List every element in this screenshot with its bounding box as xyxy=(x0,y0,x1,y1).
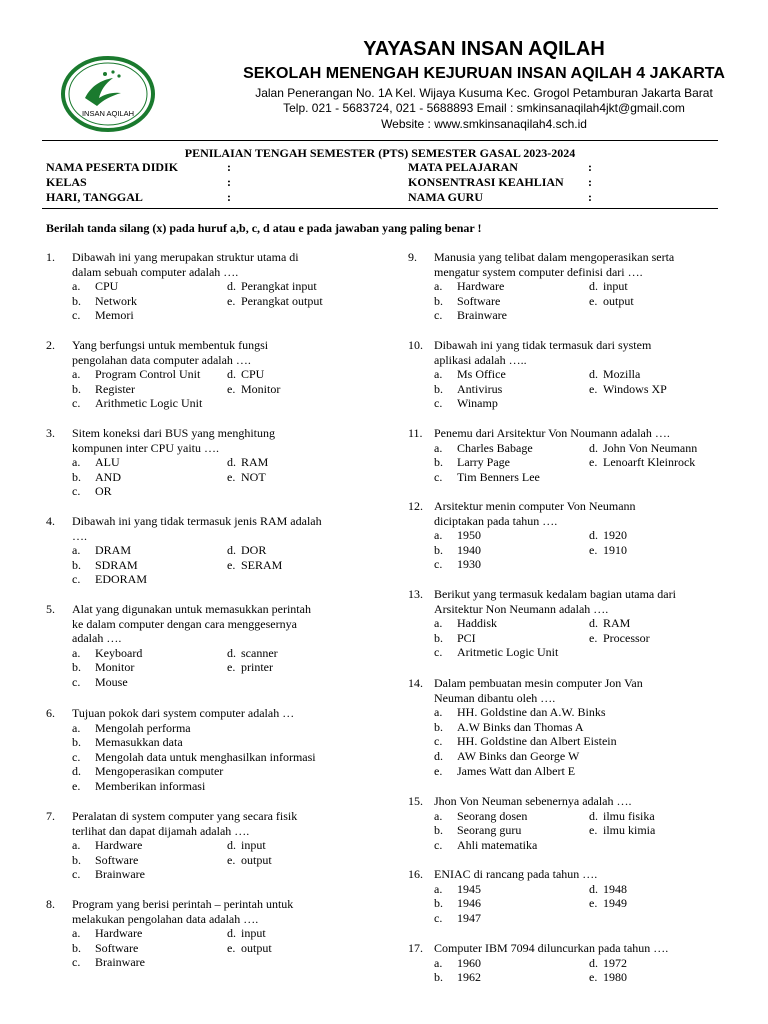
option-letter: a. xyxy=(72,926,81,941)
option-letter: c. xyxy=(434,734,443,749)
option-text: SERAM xyxy=(241,557,283,572)
option-letter: e. xyxy=(589,381,598,396)
option-letter: e. xyxy=(72,779,81,793)
option-letter: e. xyxy=(227,293,236,308)
question-text: Dibawah ini yang tidak termasuk jenis RAM adalah xyxy=(72,514,322,528)
foundation-name: YAYASAN INSAN AQILAH xyxy=(363,38,605,60)
header-divider xyxy=(42,140,718,141)
question-text: Dibawah ini yang merupakan struktur utama di xyxy=(72,250,299,264)
option-text: scanner xyxy=(241,645,278,660)
option-letter: d. xyxy=(227,455,236,470)
option-letter: d. xyxy=(589,881,598,896)
option-text: HH. Goldstine dan A.W. Binks xyxy=(457,705,606,720)
option-letter: b. xyxy=(72,852,81,867)
question-number: 2. xyxy=(46,338,55,352)
option-text: Lenoarft Kleinrock xyxy=(603,455,696,470)
question-text: Berikut yang termasuk kedalam bagian utama dari xyxy=(434,587,676,601)
info-label: MATA PELAJARAN xyxy=(408,160,518,174)
option-letter: e. xyxy=(227,381,236,396)
question-number: 11. xyxy=(408,426,423,440)
option-text: Ms Office xyxy=(457,367,506,382)
option-text: Brainware xyxy=(95,867,145,882)
option-letter: c. xyxy=(72,572,81,587)
option-letter: e. xyxy=(227,852,236,867)
option-letter: b. xyxy=(72,557,81,572)
option-letter: a. xyxy=(72,367,81,382)
option-text: Charles Babage xyxy=(457,440,533,455)
question-text: aplikasi adalah ….. xyxy=(434,352,527,367)
option-text: ilmu fisika xyxy=(603,808,655,823)
option-letter: a. xyxy=(72,720,81,735)
question-number: 4. xyxy=(46,514,55,528)
question-text: Sitem koneksi dari BUS yang menghitung xyxy=(72,426,275,440)
option-letter: b. xyxy=(434,896,443,911)
option-text: Mozilla xyxy=(603,367,641,382)
option-letter: b. xyxy=(72,381,81,396)
info-separator: : xyxy=(588,190,592,204)
option-text: DOR xyxy=(241,543,267,558)
option-text: Aritmetic Logic Unit xyxy=(457,645,559,660)
option-letter: e. xyxy=(227,469,236,484)
option-letter: c. xyxy=(434,645,443,660)
option-letter: e. xyxy=(227,660,236,675)
instructions: Berilah tanda silang (x) pada huruf a,b, c, d atau e pada jawaban yang paling benar ! xyxy=(46,221,482,235)
option-text: A.W Binks dan Thomas A xyxy=(457,719,584,734)
question-number: 12. xyxy=(408,499,423,513)
option-text: Program Control Unit xyxy=(95,367,201,382)
option-text: Network xyxy=(95,293,137,308)
option-letter: a. xyxy=(434,528,443,543)
info-separator: : xyxy=(588,175,592,189)
question-text: dalam sebuah computer adalah …. xyxy=(72,264,239,279)
option-text: Mengolah performa xyxy=(95,720,191,735)
question-text: pengolahan data computer adalah …. xyxy=(72,352,251,367)
option-text: Register xyxy=(95,381,135,396)
option-letter: a. xyxy=(434,955,443,970)
option-text: HH. Goldstine dan Albert Eistein xyxy=(457,734,617,749)
option-text: Processor xyxy=(603,630,650,645)
option-text: PCI xyxy=(457,630,476,645)
question-number: 13. xyxy=(408,587,423,601)
option-text: Hardware xyxy=(457,279,505,294)
option-text: Seorang guru xyxy=(457,823,522,838)
question-text: kompunen inter CPU yaitu …. xyxy=(72,440,219,455)
option-letter: a. xyxy=(72,838,81,853)
option-letter: b. xyxy=(434,381,443,396)
option-letter: a. xyxy=(72,279,81,294)
question-text: Manusia yang telibat dalam mengoperasikan serta xyxy=(434,250,675,264)
option-letter: b. xyxy=(434,542,443,557)
option-letter: d. xyxy=(589,616,598,631)
option-text: RAM xyxy=(241,455,269,470)
option-text: Hardware xyxy=(95,926,143,941)
option-letter: b. xyxy=(72,735,81,750)
option-letter: a. xyxy=(72,455,81,470)
option-letter: e. xyxy=(589,455,598,470)
info-separator: : xyxy=(227,175,231,189)
option-letter: a. xyxy=(434,705,443,720)
option-letter: e. xyxy=(227,557,236,572)
option-text: Mouse xyxy=(95,675,128,689)
option-letter: d. xyxy=(227,838,236,853)
option-letter: d. xyxy=(589,279,598,294)
letterhead xyxy=(0,0,768,140)
question-text: Computer IBM 7094 diluncurkan pada tahun …. xyxy=(434,941,669,955)
option-letter: a. xyxy=(434,881,443,896)
school-logo xyxy=(61,56,155,132)
option-letter: b. xyxy=(72,469,81,484)
option-letter: c. xyxy=(434,469,443,484)
question-text: Arsitektur Non Neumann adalah …. xyxy=(434,601,609,616)
option-letter: b. xyxy=(72,940,81,955)
option-text: AND xyxy=(95,469,121,484)
option-letter: c. xyxy=(72,867,81,882)
option-letter: a. xyxy=(434,367,443,382)
option-text: Brainware xyxy=(457,308,507,323)
question-text: ke dalam computer dengan cara menggesernya xyxy=(72,616,297,631)
question-text: Dibawah ini yang tidak termasuk dari system xyxy=(434,338,652,352)
question-number: 3. xyxy=(46,426,55,440)
option-letter: d. xyxy=(589,440,598,455)
option-text: AW Binks dan George W xyxy=(457,749,580,763)
question-number: 5. xyxy=(46,602,55,616)
exam-title: PENILAIAN TENGAH SEMESTER (PTS) SEMESTER GASAL 2023-2024 xyxy=(184,146,576,160)
option-text: output xyxy=(241,852,272,867)
option-text: 1950 xyxy=(457,528,481,543)
option-letter: d. xyxy=(589,367,598,382)
question-text: Dalam pembuatan mesin computer Jon Van xyxy=(434,676,643,690)
option-text: Memasukkan data xyxy=(95,735,183,750)
question-text: melakukan pengolahan data adalah …. xyxy=(72,911,259,926)
option-text: 1930 xyxy=(457,557,481,572)
question-text: Tujuan pokok dari system computer adalah … xyxy=(72,706,295,720)
school-name: SEKOLAH MENENGAH KEJURUAN INSAN AQILAH 4 JAKARTA xyxy=(243,65,725,82)
option-text: EDORAM xyxy=(95,572,148,587)
option-text: 1940 xyxy=(457,542,481,557)
option-letter: e. xyxy=(589,896,598,911)
school-contact: Telp. 021 - 5683724, 021 - 5688893 Email : smkinsanaqilah4jkt@gmail.com xyxy=(283,101,685,115)
option-letter: e. xyxy=(589,542,598,557)
option-letter: c. xyxy=(72,308,81,323)
option-text: Monitor xyxy=(95,660,135,675)
question-number: 17. xyxy=(408,941,423,955)
option-letter: c. xyxy=(434,910,443,925)
question-number: 15. xyxy=(408,794,423,808)
option-letter: d. xyxy=(227,367,236,382)
question-text: mengatur system computer definisi dari …. xyxy=(434,264,643,279)
option-text: output xyxy=(241,940,272,955)
option-text: output xyxy=(603,293,634,308)
option-letter: d. xyxy=(589,808,598,823)
option-letter: c. xyxy=(72,675,81,689)
option-text: 1948 xyxy=(603,881,627,896)
question-text: Neuman dibantu oleh …. xyxy=(434,690,556,705)
option-letter: c. xyxy=(72,396,81,411)
question-text: diciptakan pada tahun …. xyxy=(434,513,558,528)
option-text: Keyboard xyxy=(95,645,143,660)
question-number: 14. xyxy=(408,676,423,690)
option-text: CPU xyxy=(95,279,119,294)
question-number: 10. xyxy=(408,338,423,352)
question-number: 1. xyxy=(46,250,55,264)
option-text: DRAM xyxy=(95,543,132,558)
option-letter: c. xyxy=(434,396,443,411)
option-text: Haddisk xyxy=(457,616,497,631)
option-letter: e. xyxy=(589,293,598,308)
info-label: NAMA PESERTA DIDIK xyxy=(46,160,179,174)
option-text: 1946 xyxy=(457,896,481,911)
option-letter: d. xyxy=(227,926,236,941)
option-letter: d. xyxy=(72,764,81,779)
option-letter: b. xyxy=(434,970,443,985)
option-letter: c. xyxy=(434,837,443,852)
option-text: Windows XP xyxy=(603,381,667,396)
option-text: Antivirus xyxy=(457,381,503,396)
option-text: 1920 xyxy=(603,528,627,543)
option-text: 1980 xyxy=(603,970,627,985)
option-letter: b. xyxy=(434,455,443,470)
question-text: Peralatan di system computer yang secara fisik xyxy=(72,809,298,823)
question-number: 7. xyxy=(46,809,55,823)
question-text: Program yang berisi perintah – perintah untuk xyxy=(72,897,294,911)
question-text: Arsitektur menin computer Von Neumann xyxy=(434,499,636,513)
option-letter: e. xyxy=(227,940,236,955)
option-letter: b. xyxy=(72,293,81,308)
option-text: ilmu kimia xyxy=(603,823,656,838)
option-text: ALU xyxy=(95,455,120,470)
option-text: 1910 xyxy=(603,542,627,557)
question-text: Jhon Von Neuman sebenernya adalah …. xyxy=(434,794,632,808)
option-text: 1945 xyxy=(457,881,481,896)
question-text: adalah …. xyxy=(72,631,122,646)
option-text: 1972 xyxy=(603,955,627,970)
option-letter: d. xyxy=(227,645,236,660)
option-letter: b. xyxy=(434,719,443,734)
question-text: Penemu dari Arsitektur Von Noumann adalah …. xyxy=(434,426,670,440)
option-text: 1947 xyxy=(457,910,481,925)
option-letter: d. xyxy=(227,543,236,558)
option-letter: a. xyxy=(72,543,81,558)
option-letter: b. xyxy=(72,660,81,675)
option-letter: d. xyxy=(434,749,443,763)
option-text: Software xyxy=(95,852,139,867)
info-label: KONSENTRASI KEAHLIAN xyxy=(408,175,564,189)
option-text: Brainware xyxy=(95,955,145,970)
option-letter: c. xyxy=(72,484,81,499)
option-text: Tim Benners Lee xyxy=(457,469,540,484)
option-text: Mengolah data untuk menghasilkan informasi xyxy=(95,749,316,764)
option-letter: b. xyxy=(434,823,443,838)
option-letter: c. xyxy=(434,557,443,572)
option-text: James Watt dan Albert E xyxy=(457,763,576,778)
option-text: Memberikan informasi xyxy=(95,779,206,793)
school-website: Website : www.smkinsanaqilah4.sch.id xyxy=(381,117,587,131)
option-letter: e. xyxy=(589,630,598,645)
option-text: Software xyxy=(95,940,139,955)
question-number: 9. xyxy=(408,250,417,264)
school-address: Jalan Penerangan No. 1A Kel. Wijaya Kusuma Kec. Grogol Petamburan Jakarta Barat xyxy=(255,86,713,100)
option-letter: b. xyxy=(434,630,443,645)
option-text: John Von Neumann xyxy=(603,440,698,455)
option-text: 1960 xyxy=(457,955,481,970)
option-letter: a. xyxy=(434,808,443,823)
option-text: Software xyxy=(457,293,501,308)
option-letter: c. xyxy=(434,308,443,323)
option-letter: e. xyxy=(589,970,598,985)
option-text: 1962 xyxy=(457,970,481,985)
question-text: …. xyxy=(72,528,87,543)
option-letter: c. xyxy=(72,749,81,764)
option-text: CPU xyxy=(241,367,265,382)
option-text: Seorang dosen xyxy=(457,808,528,823)
question-text: Alat yang digunakan untuk memasukkan perintah xyxy=(72,602,311,616)
option-text: Monitor xyxy=(241,381,281,396)
option-text: RAM xyxy=(603,616,631,631)
option-text: input xyxy=(241,926,266,941)
option-letter: d. xyxy=(589,955,598,970)
question-text: ENIAC di rancang pada tahun …. xyxy=(434,867,598,881)
option-text: Perangkat input xyxy=(241,279,317,294)
option-text: Arithmetic Logic Unit xyxy=(95,396,203,411)
option-text: input xyxy=(241,838,266,853)
question-number: 16. xyxy=(408,867,423,881)
option-text: SDRAM xyxy=(95,557,138,572)
option-text: Ahli matematika xyxy=(457,837,538,852)
option-letter: a. xyxy=(434,279,443,294)
info-divider xyxy=(42,208,718,209)
option-text: NOT xyxy=(241,469,266,484)
info-label: NAMA GURU xyxy=(408,190,483,204)
option-text: input xyxy=(603,279,628,294)
option-letter: a. xyxy=(72,645,81,660)
question-number: 6. xyxy=(46,706,55,720)
option-text: 1949 xyxy=(603,896,627,911)
question-text: Yang berfungsi untuk membentuk fungsi xyxy=(72,338,269,352)
question-number: 8. xyxy=(46,897,55,911)
option-text: OR xyxy=(95,484,112,499)
option-text: Memori xyxy=(95,308,134,323)
option-text: printer xyxy=(241,660,273,675)
option-text: Hardware xyxy=(95,838,143,853)
option-text: Winamp xyxy=(457,396,498,411)
option-letter: e. xyxy=(434,763,443,778)
option-letter: d. xyxy=(227,279,236,294)
option-letter: a. xyxy=(434,616,443,631)
info-separator: : xyxy=(588,160,592,174)
question-text: terlihat dan dapat dijamah adalah …. xyxy=(72,823,250,838)
option-letter: d. xyxy=(589,528,598,543)
option-letter: c. xyxy=(72,955,81,970)
info-label: KELAS xyxy=(46,175,87,189)
info-separator: : xyxy=(227,190,231,204)
option-letter: e. xyxy=(589,823,598,838)
option-text: Larry Page xyxy=(457,455,510,470)
info-separator: : xyxy=(227,160,231,174)
info-label: HARI, TANGGAL xyxy=(46,190,143,204)
option-text: Perangkat output xyxy=(241,293,323,308)
option-text: Mengoperasikan computer xyxy=(95,764,224,779)
logo-text: INSAN AQILAH xyxy=(81,109,135,118)
option-letter: b. xyxy=(434,293,443,308)
option-letter: a. xyxy=(434,440,443,455)
